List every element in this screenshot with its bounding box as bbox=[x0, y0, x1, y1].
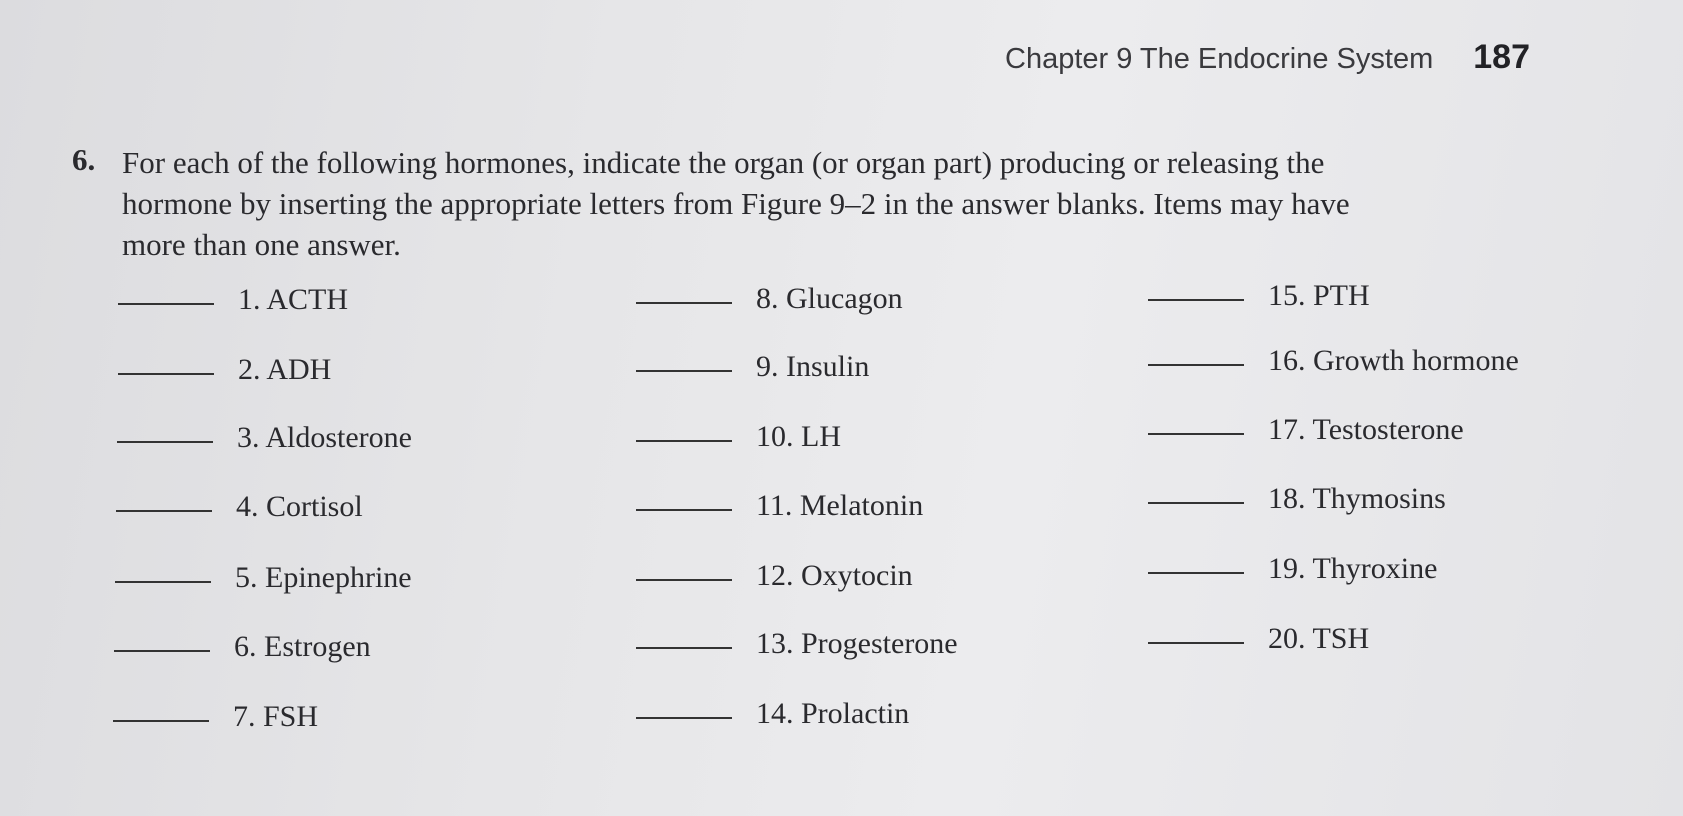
item-12 bbox=[636, 559, 913, 593]
answer-blank[interactable] bbox=[636, 578, 732, 581]
item-7 bbox=[113, 700, 318, 734]
answer-blank[interactable] bbox=[636, 716, 732, 719]
item-9 bbox=[636, 350, 869, 384]
answer-blank[interactable] bbox=[636, 301, 732, 304]
item-label: 7. FSH bbox=[233, 700, 319, 733]
item-8 bbox=[636, 282, 903, 316]
item-1 bbox=[118, 283, 348, 317]
item-label: 14. Prolactin bbox=[756, 697, 910, 730]
answer-blank[interactable] bbox=[117, 440, 213, 443]
item-label: 16. Growth hormone bbox=[1268, 344, 1519, 377]
item-label: 1. ACTH bbox=[238, 283, 349, 316]
page-number: 187 bbox=[1473, 38, 1530, 76]
answer-blank[interactable] bbox=[636, 439, 732, 442]
item-2 bbox=[118, 353, 331, 387]
answer-blank[interactable] bbox=[636, 508, 732, 511]
answer-blank[interactable] bbox=[1148, 298, 1244, 301]
item-label: 10. LH bbox=[756, 420, 841, 453]
item-14 bbox=[636, 697, 909, 731]
item-label: 8. Glucagon bbox=[756, 282, 903, 315]
answer-blank[interactable] bbox=[1148, 571, 1244, 574]
item-label: 5. Epinephrine bbox=[235, 561, 412, 594]
item-label: 12. Oxytocin bbox=[756, 559, 913, 592]
item-13 bbox=[636, 627, 958, 661]
item-6 bbox=[114, 630, 371, 664]
answer-blank[interactable] bbox=[1148, 432, 1244, 435]
item-3 bbox=[117, 421, 412, 455]
item-label: 9. Insulin bbox=[756, 350, 870, 383]
item-label: 19. Thyroxine bbox=[1268, 552, 1438, 585]
answer-blank[interactable] bbox=[113, 719, 209, 722]
item-15 bbox=[1148, 279, 1370, 313]
item-4 bbox=[116, 490, 363, 524]
answer-blank[interactable] bbox=[1148, 641, 1244, 644]
answer-blank[interactable] bbox=[115, 580, 211, 583]
item-18 bbox=[1148, 482, 1446, 516]
item-10 bbox=[636, 420, 841, 454]
question-prompt: For each of the following hormones, indicate the organ (or organ part) producing or releasing the hormone by inserting the appropriate letters from Figure 9–2 in the answer blanks. Items may have more than one answer. bbox=[122, 145, 1350, 262]
question-number: 6. bbox=[72, 142, 96, 177]
item-5 bbox=[115, 561, 412, 595]
item-label: 11. Melatonin bbox=[756, 489, 924, 522]
answer-blank[interactable] bbox=[1148, 363, 1244, 366]
answer-blank[interactable] bbox=[118, 302, 214, 305]
item-17 bbox=[1148, 413, 1464, 447]
item-11 bbox=[636, 489, 923, 523]
item-16 bbox=[1148, 344, 1519, 378]
page-header bbox=[1005, 38, 1530, 77]
item-label: 3. Aldosterone bbox=[237, 421, 412, 454]
answer-blank[interactable] bbox=[636, 646, 732, 649]
item-20 bbox=[1148, 622, 1369, 656]
item-label: 17. Testosterone bbox=[1268, 413, 1464, 446]
answer-blank[interactable] bbox=[636, 369, 732, 372]
item-label: 13. Progesterone bbox=[756, 627, 958, 660]
item-label: 20. TSH bbox=[1268, 622, 1370, 655]
item-label: 6. Estrogen bbox=[234, 630, 371, 663]
answer-blank[interactable] bbox=[114, 649, 210, 652]
item-label: 18. Thymosins bbox=[1268, 482, 1446, 515]
item-label: 15. PTH bbox=[1268, 279, 1370, 312]
running-head: Chapter 9 The Endocrine System bbox=[1005, 43, 1434, 75]
item-label: 4. Cortisol bbox=[236, 490, 363, 523]
item-label: 2. ADH bbox=[238, 353, 332, 386]
item-19 bbox=[1148, 552, 1437, 586]
answer-blank[interactable] bbox=[118, 372, 214, 375]
answer-blank[interactable] bbox=[1148, 501, 1244, 504]
answer-blank[interactable] bbox=[116, 509, 212, 512]
